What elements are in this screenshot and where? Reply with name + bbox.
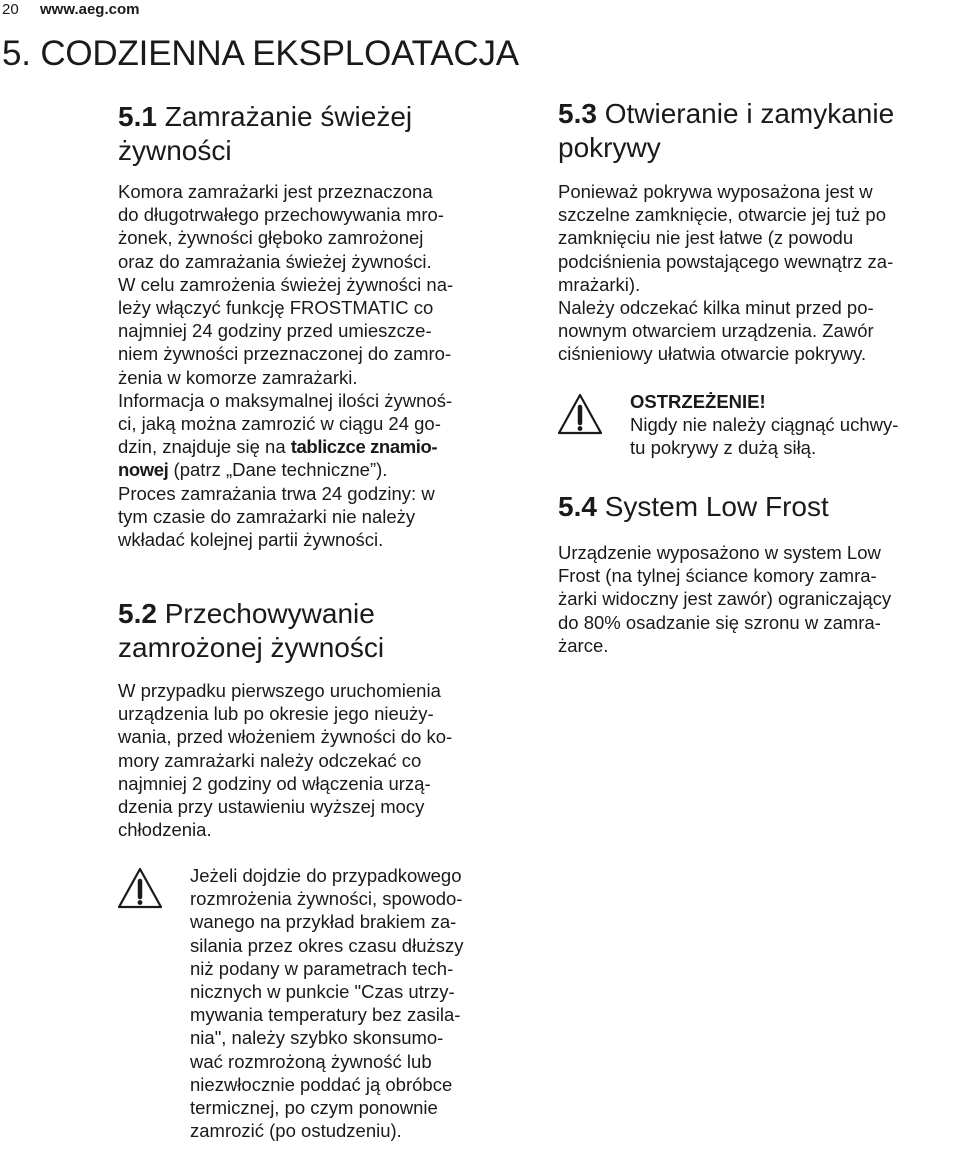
section-5-2-warning: Jeżeli dojdzie do przypadkowego rozmrożenia żywności, spowodo- wanego na przykład brakiem za- silania przez okres czasu dłuższy niż podany w parametrach tech- nicznych w punkcie "Czas utrzy- mywania temperatury bez zasila- nia", należy szybko skonsumo- wać rozmrożoną żywność lub niezwłocznie poddać ją obróbce termicznej, po czym ponownie zamrozić (po ostudzeniu). <box>190 865 464 1142</box>
warning-triangle-icon <box>116 866 164 910</box>
rating-plate-line: dzin, znajduje się na tabliczce znamio- <box>118 436 438 458</box>
page-number: 20 <box>2 1 19 18</box>
chapter-title: 5. CODZIENNA EKSPLOATACJA <box>2 34 519 73</box>
rating-plate-term: tabliczce znamio- <box>290 436 438 458</box>
section-5-3-text: Ponieważ pokrywa wyposażona jest w szczelne zamknięcie, otwarcie jej tuż po zamknięciu nie jest łatwe (z powodu podciśnienia powstającego wewnątrz za- mrażarki). Należy odczekać kilka minut przed po- nownym otwarciem urządzenia. Zawór ciśnieniowy ułatwia otwarcie pokrywy. <box>558 181 894 365</box>
section-5-3-title: 5.3 Otwieranie i zamykanie pokrywy <box>558 98 895 163</box>
section-5-2-text: W przypadku pierwszego uruchomienia urządzenia lub po okresie jego nieuży- wania, przed włożeniem żywności do ko- mory zamrażarki należy odczekać co najmniej 2 godziny od włączenia urzą- dzenia przy ustawieniu wyższej mocy chłodzenia. <box>118 680 453 841</box>
section-5-2-title: 5.2 Przechowywanie zamrożonej żywności <box>118 598 385 663</box>
warning-triangle-icon <box>556 392 604 436</box>
section-5-1-text: Komora zamrażarki jest przeznaczona do długotrwałego przechowywania mro- żonek, żywności głęboko zamrożonej oraz do zamrażania świeżej żywności. W celu zamrożenia świeżej żywności na- leży włączyć funkcję FROSTMATIC co najmniej 24 godziny przed umieszcze- niem żywności przeznaczonej do zamro- żenia w komorze zamrażarki. Informacja o maksymalnej ilości żywnoś- ci, jaką można zamrozić w ciągu 24 go- dzin, znajduje się na tabliczce znamio- nowej (patrz „Dane techniczne”). Proces zamrażania trwa 24 godziny: w tym czasie do zamrażarki nie należy wkładać kolejnej partii żywności. <box>118 181 454 551</box>
section-5-4-title: 5.4 System Low Frost <box>558 491 829 522</box>
warning-heading: OSTRZEŻENIE! <box>630 391 766 412</box>
header-url: www.aeg.com <box>40 1 140 18</box>
section-5-4-text: Urządzenie wyposażono w system Low Frost (na tylnej ściance komory zamra- żarki widoczny jest zawór) ograniczający do 80% osadzanie się szronu w zamra- żarce. <box>558 542 892 656</box>
section-5-1-title: 5.1 Zamrażanie świeżej żywności <box>118 101 413 166</box>
section-5-3-warning: OSTRZEŻENIE! Nigdy nie należy ciągnąć uchwy- tu pokrywy z dużą siłą. <box>630 391 899 459</box>
